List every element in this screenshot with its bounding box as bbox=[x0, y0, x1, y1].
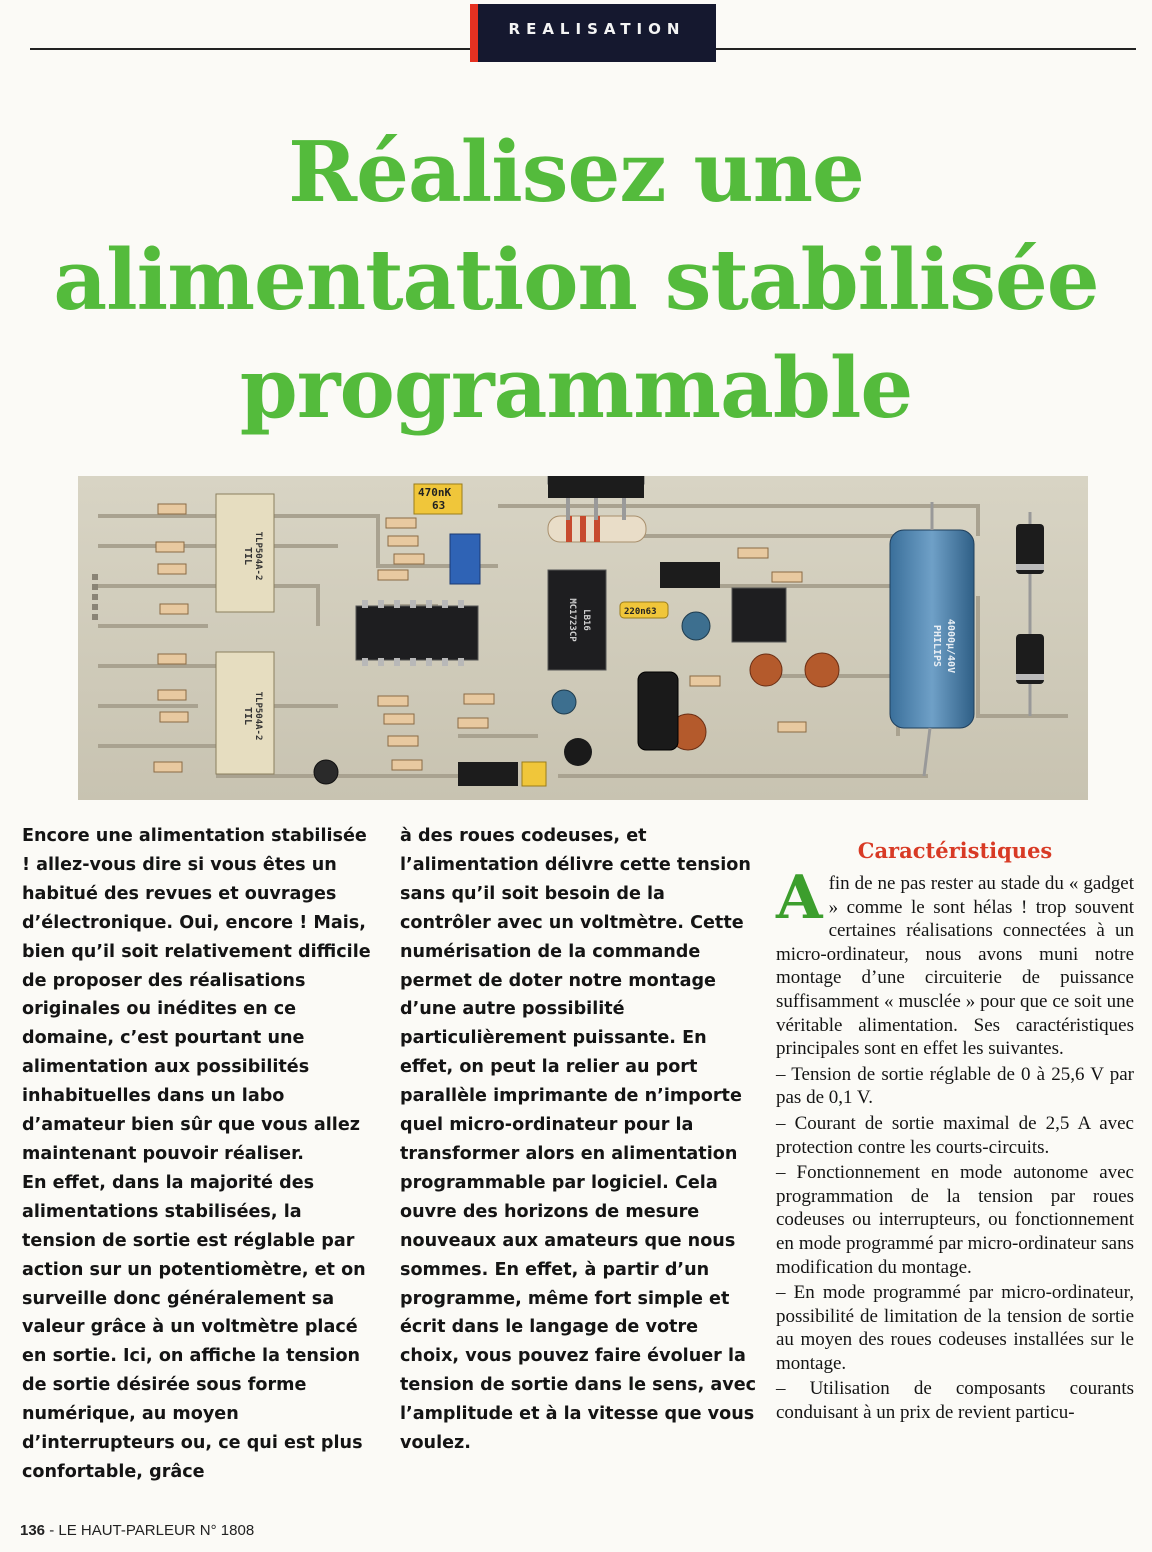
pcb-label-470nk: 470nK bbox=[418, 486, 452, 499]
characteristic-item-2: – Courant de sortie maximal de 2,5 A avec protection contre les courts-circuits. bbox=[776, 1112, 1134, 1158]
pcb-label-til-bottom: TIL bbox=[242, 706, 253, 726]
pcb-label-mc1723: MC1723CP bbox=[567, 598, 577, 642]
pcb-label-tlp-top: TLP504A-2 bbox=[253, 531, 263, 581]
magazine-name: - LE HAUT-PARLEUR N° 1808 bbox=[49, 1522, 255, 1539]
trimmer-potentiometer bbox=[450, 534, 480, 584]
page-footer bbox=[20, 1522, 254, 1539]
pcb-photo bbox=[78, 476, 1088, 800]
small-transistor bbox=[564, 738, 592, 766]
headline-line-2: alimentation stabilisée bbox=[53, 231, 1099, 329]
characteristics-title: Caractéristiques bbox=[857, 838, 1053, 863]
header-rule-left bbox=[30, 48, 470, 50]
headline bbox=[0, 118, 1152, 442]
col2-paragraph-1: à des roues codeuses, et l’alimentation délivre cette tension sans qu’il soit besoin de la contrôler avec un voltmètre. Cette numérisation de la commande permet de doter notre montage d’une autre possibilité particulièrement puissante. En effet, on peut la relier au port parallèle imprimante de n’importe quel micro-ordinateur pour la transformer alors en alimentation programmable par logiciel. Cela ouvre des horizons de mesure nouveaux aux amateurs que nous sommes. En effet, à partir d’un programme, même fort simple et écrit dans le langage de votre choix, vous pouvez faire évoluer la tension de sortie dans le sens, avec l’amplitude et à la vitesse que vous voulez. bbox=[400, 826, 757, 1454]
pcb-label-lb16: LB16 bbox=[581, 609, 591, 631]
body-column-1 bbox=[22, 822, 374, 1487]
rectifier-bridge bbox=[458, 762, 518, 786]
power-transistor bbox=[660, 562, 720, 588]
page-number: 136 bbox=[20, 1522, 46, 1539]
pcb-label-capacitor-value: 4000µ/40V bbox=[945, 618, 956, 674]
section-label: REALISATION bbox=[508, 20, 686, 38]
regulator-body bbox=[548, 476, 644, 498]
pcb-label-63: 63 bbox=[432, 499, 446, 512]
dropcap-letter: A bbox=[776, 863, 823, 933]
pcb-label-til-top: TIL bbox=[242, 546, 253, 566]
characteristic-item-4: – En mode programmé par micro-ordinateur, possibilité de limitation de la tension de sortie au moyen des roues codeuses installées sur le montage. bbox=[776, 1282, 1134, 1374]
col1-paragraph-2: En effet, dans la majorité des alimentations stabilisées, la tension de sortie est réglable par action sur un potentiomètre, et on surveille donc généralement sa valeur grâce à un voltmètre placé en sortie. Ici, on affiche la tension de sortie désirée sous forme numérique, au moyen d’interrupteurs ou, ce qui est plus confortable, grâce bbox=[22, 1172, 366, 1482]
characteristics-intro bbox=[776, 863, 1134, 1061]
characteristic-item-5: – Utilisation de composants courants conduisant à un prix de revient particu- bbox=[776, 1378, 1134, 1424]
body-column-3 bbox=[776, 836, 1134, 1427]
optocoupler-ic-top bbox=[216, 494, 274, 612]
opamp-ic bbox=[732, 588, 786, 642]
characteristic-item-3: – Fonctionnement en mode autonome avec programmation de la tension par roues codeuses ou interrupteurs, ou fonctionnement en mode programmé par micro-ordinateur sans modification du montage. bbox=[776, 1162, 1134, 1278]
pcb-label-philips: PHILIPS bbox=[931, 624, 942, 668]
headline-line-1: Réalisez une bbox=[288, 123, 864, 221]
section-tab bbox=[470, 4, 716, 62]
yellow-capacitor-small bbox=[522, 762, 546, 786]
characteristic-item-1: – Tension de sortie réglable de 0 à 25,6 V par pas de 0,1 V. bbox=[776, 1063, 1134, 1109]
pcb-label-220n63: 220n63 bbox=[624, 607, 657, 617]
pcb-label-tlp-bottom: TLP504A-2 bbox=[253, 691, 263, 741]
col1-paragraph-1: Encore une alimentation stabilisée ! allez-vous dire si vous êtes un habitué des revues et ouvrages d’électronique. Oui, encore ! Mais, bien qu’il soit relativement difficile de proposer des réalisations originales ou inédites en ce domaine, c’est pourtant une alimentation aux possibilités inhabituelles dans un labo d’amateur bien sûr que vous allez maintenant pouvoir réaliser. bbox=[22, 826, 371, 1164]
logic-ic-1 bbox=[356, 606, 478, 660]
characteristics-text bbox=[776, 863, 1134, 1425]
optocoupler-ic-bottom bbox=[216, 652, 274, 774]
header-rule-right bbox=[716, 48, 1136, 50]
body-column-2 bbox=[400, 822, 760, 1458]
headline-line-3: programmable bbox=[239, 339, 913, 437]
characteristics-intro-text: fin de ne pas rester au stade du « gadget » comme le sont hélas ! trop souvent certaines réalisations connectées à un micro-ordinateur, nous avons muni notre montage d’une circuiterie de puissance suffisamment « musclée » pour que ce soit une véritable alimentation. Ses caractéristiques principales sont en effet les suivantes. bbox=[776, 873, 1134, 1060]
electrolytic-capacitor-black bbox=[638, 672, 678, 750]
